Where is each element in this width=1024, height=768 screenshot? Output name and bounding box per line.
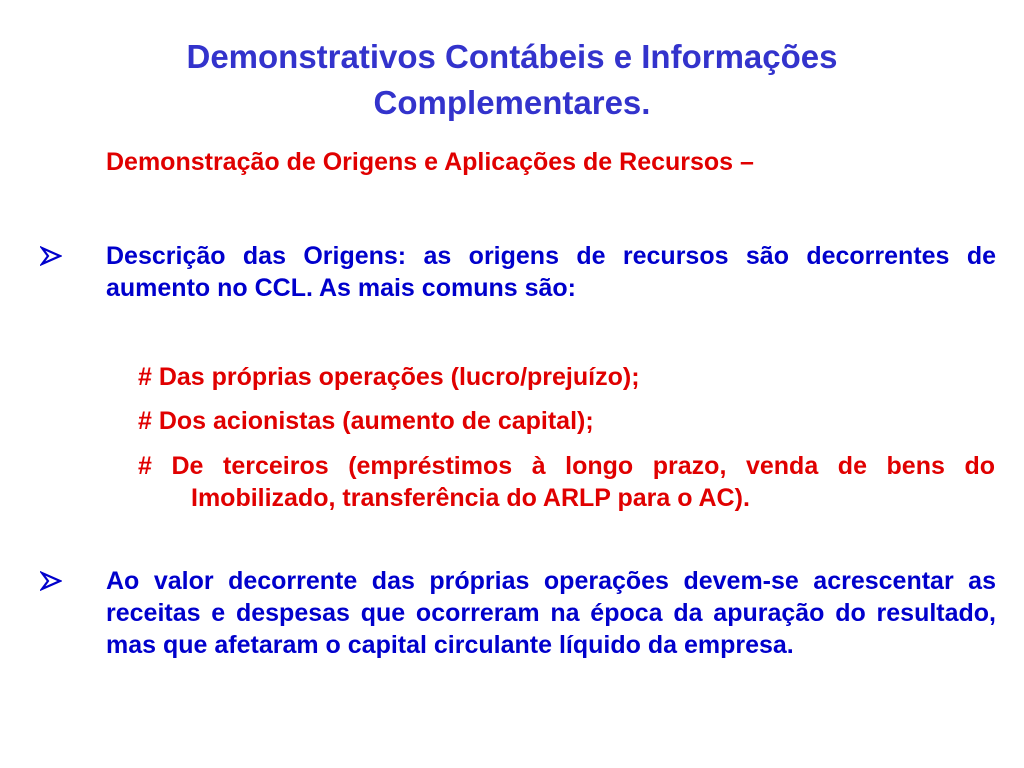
bullet-text: Descrição das Origens: as origens de recursos são decorrentes de aumento no CCL. As mais comuns são: bbox=[106, 242, 996, 302]
sub-item bbox=[138, 450, 995, 514]
sub-item bbox=[138, 405, 995, 437]
arrow-bullet-icon bbox=[40, 240, 68, 272]
slide-subtitle: Demonstração de Origens e Aplicações de Recursos – bbox=[106, 148, 754, 176]
sub-item-text: # Das próprias operações (lucro/prejuízo); bbox=[138, 363, 640, 391]
bullet-text: Ao valor decorrente das próprias operações devem-se acrescentar as receitas e despesas que ocorreram na época da apuração do resultado, mas que afetaram o capital circulante líquido da empresa. bbox=[106, 567, 996, 659]
sub-item-text: # Dos acionistas (aumento de capital); bbox=[138, 407, 594, 435]
sub-item bbox=[138, 361, 995, 393]
sub-item-text: # De terceiros (empréstimos à longo prazo, venda de bens do Imobilizado, transferência do ARLP para o AC). bbox=[138, 452, 995, 512]
arrow-bullet-icon bbox=[40, 565, 68, 597]
slide-title: Demonstrativos Contábeis e Informações Complementares. bbox=[186, 38, 838, 121]
